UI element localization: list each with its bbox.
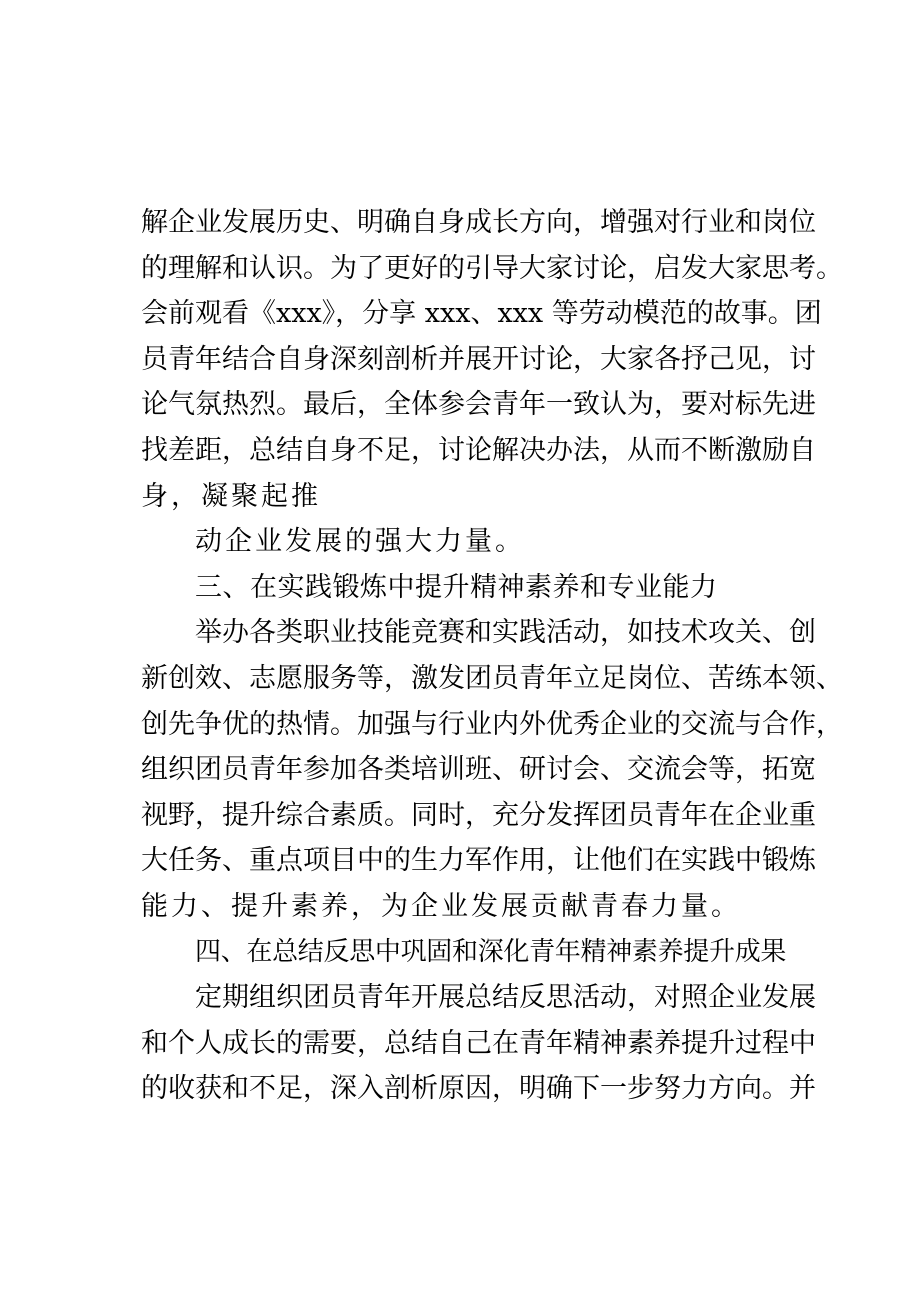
paragraph-line: 能力、提升素养，为企业发展贡献青春力量。 — [141, 890, 741, 922]
fragment-paragraph — [141, 519, 796, 565]
paragraph-line: 视野，提升综合素质。同时，充分发挥团员青年在企业重 — [141, 799, 816, 831]
paragraph-line: 找差距，总结自身不足，讨论解决办法，从而不断激励自 — [141, 434, 816, 466]
section-heading: 四、在总结反思中巩固和深化青年精神素养提升成果 — [195, 936, 787, 967]
paragraph-line: 员青年结合自身深刻剖析并展开讨论，大家各抒己见，讨 — [141, 343, 816, 375]
section-3 — [141, 565, 843, 930]
paragraph-line: 的收获和不足，深入剖析原因，明确下一步努力方向。并 — [141, 1073, 816, 1105]
document-body — [141, 200, 843, 1112]
paragraph-line: 举办各类职业技能竞赛和实践活动，如技术攻关、创 — [195, 617, 816, 649]
paragraph-line: 的理解和认识。为了更好的引导大家讨论，启发大家思考。 — [141, 252, 843, 284]
paragraph-line: 定期组织团员青年开展总结反思活动，对照企业发展 — [195, 982, 816, 1014]
paragraph-line: 新创效、志愿服务等，激发团员青年立足岗位、苦练本领、 — [141, 662, 843, 694]
paragraph-line: 解企业发展历史、明确自身成长方向，增强对行业和岗位 — [141, 207, 816, 238]
section-heading: 三、在实践锻炼中提升精神素养和专业能力 — [195, 571, 718, 603]
paragraph-line: 和个人成长的需要，总结自己在青年精神素养提升过程中 — [141, 1027, 816, 1059]
paragraph-line: 身，凝聚起推 — [141, 480, 321, 512]
paragraph-line: 创先争优的热情。加强与行业内外优秀企业的交流与合作， — [141, 708, 843, 740]
paragraph-line: 会前观看《xxx》，分享 xxx、xxx 等劳动模范的故事。团 — [141, 298, 822, 330]
paragraph-line: 大任务、重点项目中的生力军作用，让他们在实践中锻炼 — [141, 845, 816, 877]
section-4 — [141, 930, 816, 1112]
paragraph-line: 动企业发展的强大力量。 — [195, 526, 525, 558]
paragraph-line: 组织团员青年参加各类培训班、研讨会、交流会等，拓宽 — [141, 754, 816, 786]
paragraph-line: 论气氛热烈。最后，全体参会青年一致认为，要对标先进 — [141, 389, 816, 421]
continuation-paragraph — [141, 200, 843, 519]
